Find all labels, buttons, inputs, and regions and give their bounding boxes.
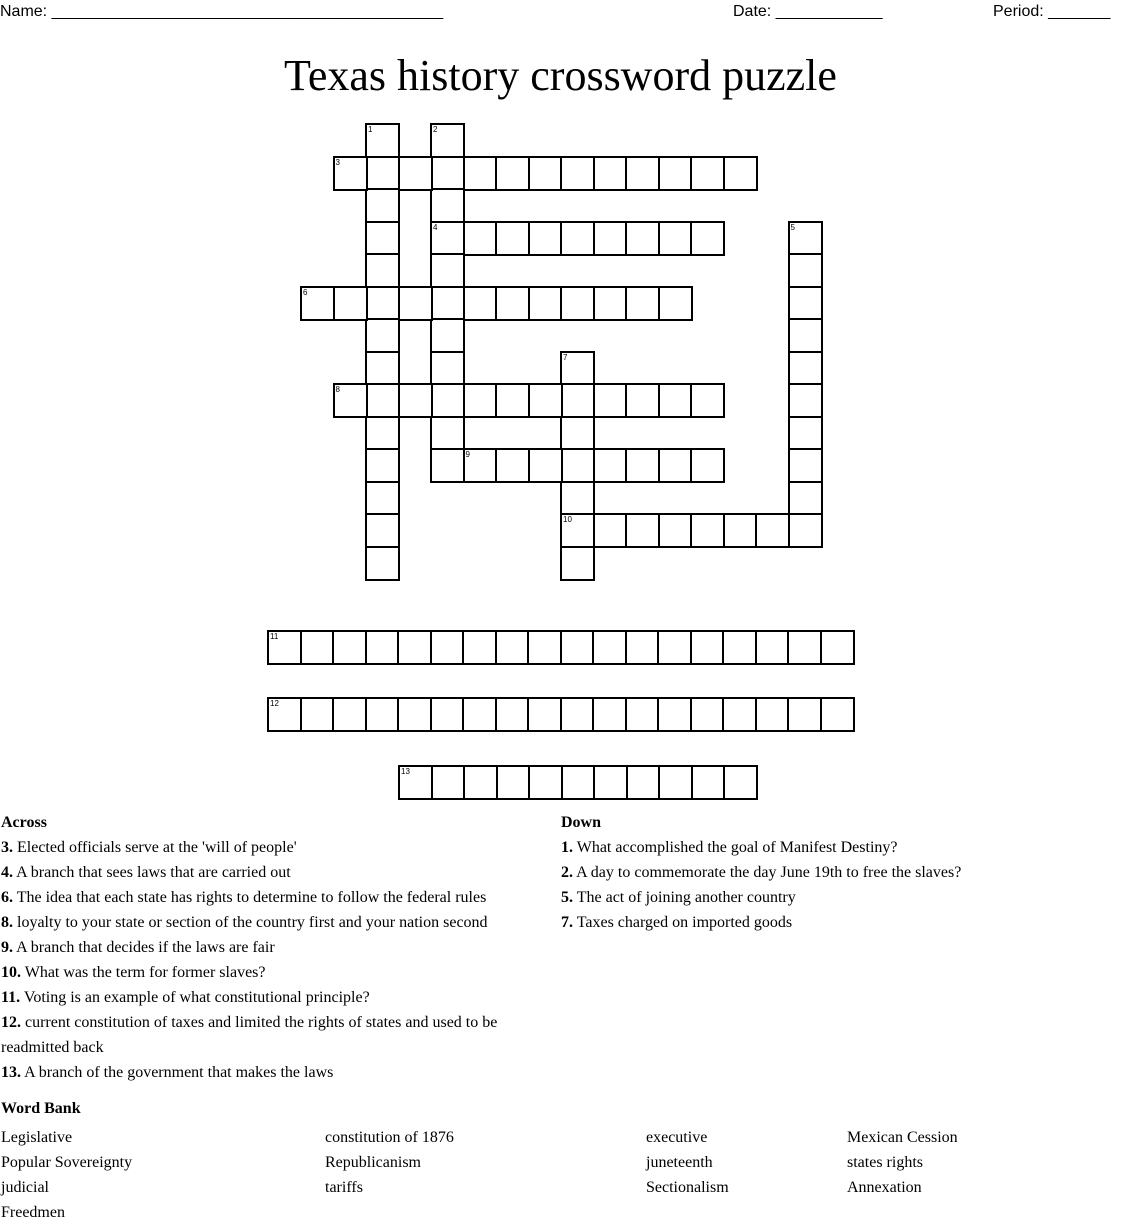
grid-cell[interactable] [657,630,692,665]
grid-cell[interactable] [462,697,497,732]
grid-cell[interactable] [625,286,660,321]
grid-cell[interactable] [560,351,595,386]
word-bank-item: constitution of 1876 [325,1129,454,1146]
grid-cell[interactable] [788,416,823,451]
clue-text: current constitution of taxes and limited the rights of states and used to be readmitted back [1,1014,498,1056]
grid-cell[interactable] [528,221,563,256]
grid-cell[interactable] [430,286,465,321]
grid-cell[interactable] [495,286,530,321]
clue-number: 4 [433,222,438,232]
grid-cell[interactable] [333,156,368,191]
grid-cell[interactable] [755,513,790,548]
grid-cell[interactable] [722,697,757,732]
across-clue [1,910,549,935]
grid-cell[interactable] [658,448,693,483]
period-field[interactable]: Period: _______ [993,3,1111,20]
grid-cell[interactable] [658,765,693,800]
grid-cell[interactable] [691,765,726,800]
word-bank-item: states rights [847,1154,923,1171]
word-bank-item: Legislative [1,1129,73,1146]
grid-cell[interactable] [625,156,660,191]
grid-cell[interactable] [528,156,563,191]
date-field[interactable]: Date: ____________ [733,3,883,20]
grid-cell[interactable] [431,765,466,800]
across-heading: Across [1,814,47,831]
grid-cell[interactable] [430,697,465,732]
grid-cell[interactable] [365,286,400,321]
grid-cell[interactable] [560,286,595,321]
clue-number: 7. [561,914,573,931]
grid-cell[interactable] [430,416,465,451]
word-bank-item: Popular Sovereignty [1,1154,133,1171]
grid-cell[interactable] [528,448,563,483]
word-bank-item: Republicanism [325,1154,421,1171]
grid-cell[interactable] [788,481,823,516]
grid-cell[interactable] [365,630,400,665]
grid-cell[interactable] [593,383,628,418]
grid-cell[interactable] [462,630,497,665]
clue-text: A branch that decides if the laws are fair [13,939,275,956]
grid-cell[interactable] [625,513,660,548]
grid-cell[interactable] [690,513,725,548]
grid-cell[interactable] [430,123,465,158]
name-field[interactable]: Name: ____________________________________________ [0,3,444,20]
word-bank-item: tariffs [325,1179,363,1196]
grid-cell[interactable] [430,318,465,353]
grid-cell[interactable] [560,448,595,483]
grid-cell[interactable] [365,253,400,288]
grid-cell[interactable] [560,221,595,256]
grid-cell[interactable] [560,630,595,665]
grid-cell[interactable] [593,221,628,256]
clue-text: Elected officials serve at the 'will of people' [13,839,297,856]
clue-number: 10 [563,515,572,524]
grid-cell[interactable] [333,286,368,321]
down-clue [561,885,1081,910]
grid-cell[interactable] [430,383,465,418]
grid-cell[interactable] [430,630,465,665]
grid-cell[interactable] [463,765,498,800]
clue-number: 5 [790,222,795,232]
grid-cell[interactable] [365,513,400,548]
grid-cell[interactable] [430,221,465,256]
grid-cell[interactable] [690,221,725,256]
down-clues [561,810,1081,935]
grid-cell[interactable] [430,188,465,223]
down-clue [561,835,1081,860]
grid-cell[interactable] [365,448,400,483]
clue-number: 11 [270,632,279,641]
grid-cell[interactable] [332,630,367,665]
grid-cell[interactable] [625,448,660,483]
grid-cell[interactable] [365,123,400,158]
grid-cell[interactable] [333,383,368,418]
grid-cell[interactable] [592,630,627,665]
grid-cell[interactable] [560,697,595,732]
grid-cell[interactable] [267,697,302,732]
grid-cell[interactable] [300,286,335,321]
grid-cell[interactable] [788,286,823,321]
clue-number: 2 [433,125,438,134]
grid-cell[interactable] [788,253,823,288]
across-clue [1,1010,549,1060]
word-bank-heading: Word Bank [1,1100,81,1117]
word-bank-item: juneteenth [646,1154,713,1171]
grid-cell[interactable] [332,697,367,732]
clue-text: Voting is an example of what constitutional principle? [20,989,370,1006]
grid-cell[interactable] [528,383,563,418]
grid-cell[interactable] [787,697,822,732]
grid-cell[interactable] [365,546,400,581]
grid-cell[interactable] [430,156,465,191]
across-clues [1,810,549,1085]
grid-cell[interactable] [398,286,433,321]
grid-cell[interactable] [300,697,335,732]
grid-cell[interactable] [592,697,627,732]
grid-cell[interactable] [560,546,595,581]
clue-number: 1. [561,839,573,856]
grid-cell[interactable] [365,318,400,353]
grid-cell[interactable] [365,383,400,418]
grid-cell[interactable] [495,156,530,191]
grid-cell[interactable] [463,383,498,418]
grid-cell[interactable] [788,221,823,256]
word-bank-item: Sectionalism [646,1179,729,1196]
grid-cell[interactable] [820,630,855,665]
clue-text: A branch that sees laws that are carried out [13,864,291,881]
grid-cell[interactable] [495,383,530,418]
grid-cell[interactable] [398,156,433,191]
grid-cell[interactable] [527,697,562,732]
across-clue [1,960,549,985]
down-clue [561,860,1081,885]
grid-cell[interactable] [657,697,692,732]
grid-cell[interactable] [560,383,595,418]
clue-number: 3. [1,839,13,856]
grid-cell[interactable] [397,697,432,732]
grid-cell[interactable] [658,286,693,321]
grid-cell[interactable] [430,253,465,288]
clue-number: 13. [1,1064,21,1081]
grid-cell[interactable] [560,416,595,451]
grid-cell[interactable] [397,630,432,665]
clue-text: A branch of the government that makes the laws [21,1064,334,1081]
grid-cell[interactable] [593,286,628,321]
grid-cell[interactable] [527,630,562,665]
grid-cell[interactable] [365,156,400,191]
clue-text: loyalty to your state or section of the country first and your nation second [13,914,488,931]
across-clue [1,935,549,960]
clue-number: 1 [368,125,373,134]
word-bank-item: executive [646,1129,708,1146]
clue-text: What accomplished the goal of Manifest Destiny? [573,839,898,856]
grid-cell[interactable] [560,481,595,516]
clue-number: 8 [335,385,340,394]
grid-cell[interactable] [788,513,823,548]
clue-text: The idea that each state has rights to determine to follow the federal rules [13,889,487,906]
grid-cell[interactable] [365,221,400,256]
grid-cell[interactable] [365,697,400,732]
clue-number: 4. [1,864,13,881]
grid-cell[interactable] [560,513,595,548]
grid-cell[interactable] [593,448,628,483]
grid-cell[interactable] [690,156,725,191]
clue-text: A day to commemorate the day June 19th to free the slaves? [573,864,962,881]
grid-cell[interactable] [561,765,596,800]
clue-number: 8. [1,914,13,931]
grid-cell[interactable] [463,221,498,256]
grid-cell[interactable] [690,697,725,732]
page-title: Texas history crossword puzzle [284,51,837,100]
clue-text: What was the term for former slaves? [21,964,266,981]
grid-cell[interactable] [528,765,563,800]
grid-cell[interactable] [788,448,823,483]
grid-cell[interactable] [755,630,790,665]
grid-cell[interactable] [463,156,498,191]
grid-cell[interactable] [755,697,790,732]
clue-number: 7 [563,352,568,362]
grid-cell[interactable] [722,630,757,665]
across-clue [1,835,549,860]
grid-cell[interactable] [495,221,530,256]
grid-cell[interactable] [723,765,758,800]
grid-cell[interactable] [495,630,530,665]
word-bank-item: judicial [1,1179,49,1196]
grid-cell[interactable] [690,383,725,418]
grid-cell[interactable] [365,481,400,516]
grid-cell[interactable] [593,156,628,191]
down-heading: Down [561,814,602,831]
clue-number: 3 [335,157,340,167]
grid-cell[interactable] [658,156,693,191]
grid-cell[interactable] [820,697,855,732]
clue-text: The act of joining another country [573,889,796,906]
clue-number: 9 [465,450,470,459]
grid-cell[interactable] [723,156,758,191]
grid-cell[interactable] [593,765,628,800]
clue-text: Taxes charged on imported goods [573,914,793,931]
down-clue [561,910,1081,935]
grid-cell[interactable] [788,318,823,353]
grid-cell[interactable] [690,448,725,483]
grid-cell[interactable] [398,765,433,800]
grid-cell[interactable] [625,697,660,732]
across-clue [1,885,549,910]
grid-cell[interactable] [625,383,660,418]
across-clue [1,1060,549,1085]
clue-number: 2. [561,864,573,881]
clue-number: 13 [401,767,410,776]
grid-cell[interactable] [625,630,660,665]
clue-number: 11. [1,989,21,1006]
clue-number: 5. [561,889,573,906]
grid-cell[interactable] [398,383,433,418]
across-clue [1,860,549,885]
grid-cell[interactable] [658,513,693,548]
clue-number: 6 [303,287,308,297]
clue-number: 12 [270,699,279,708]
grid-cell[interactable] [463,448,498,483]
grid-cell[interactable] [528,286,563,321]
grid-cell[interactable] [788,383,823,418]
word-bank-item: Annexation [847,1179,922,1196]
grid-cell[interactable] [787,630,822,665]
grid-cell[interactable] [560,156,595,191]
grid-cell[interactable] [658,221,693,256]
grid-cell[interactable] [690,630,725,665]
grid-cell[interactable] [300,630,335,665]
word-bank-item: Mexican Cession [847,1129,958,1146]
across-clue [1,985,549,1010]
grid-cell[interactable] [463,286,498,321]
clue-number: 10. [1,964,21,981]
word-bank-item: Freedmen [1,1204,65,1221]
grid-cell[interactable] [496,765,531,800]
grid-cell[interactable] [430,351,465,386]
grid-cell[interactable] [365,188,400,223]
grid-cell[interactable] [626,765,661,800]
grid-cell[interactable] [365,351,400,386]
grid-cell[interactable] [788,351,823,386]
grid-cell[interactable] [267,630,302,665]
grid-cell[interactable] [625,221,660,256]
clue-number: 12. [1,1014,21,1031]
grid-cell[interactable] [430,448,465,483]
clue-number: 6. [1,889,13,906]
grid-cell[interactable] [723,513,758,548]
clue-number: 9. [1,939,13,956]
grid-cell[interactable] [658,383,693,418]
grid-cell[interactable] [495,697,530,732]
grid-cell[interactable] [593,513,628,548]
grid-cell[interactable] [495,448,530,483]
grid-cell[interactable] [365,416,400,451]
